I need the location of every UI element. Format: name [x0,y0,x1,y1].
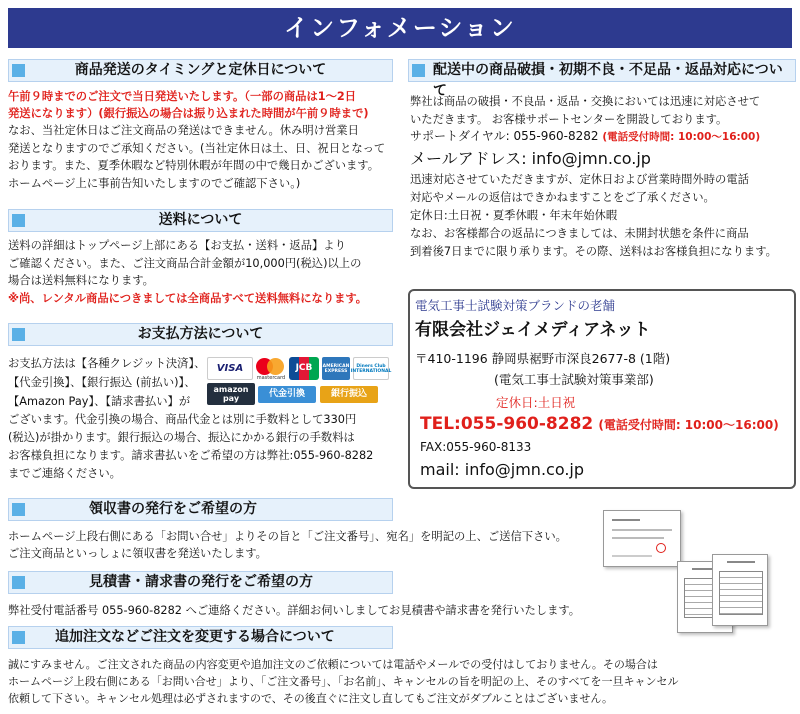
cod-badge: 代金引換 [258,386,316,403]
receipt-line2: ご注文商品といっしょに領収書を発送いたします。 [8,547,267,560]
change-heading-text: 追加注文などご注文を変更する場合について [55,629,335,645]
bullet-square-icon [12,503,25,516]
bullet-square-icon [12,328,25,341]
section-heading-postage [8,209,393,232]
postage-line1: 送料の詳細はトップページ上部にある【お支払・送料・返品】より [8,239,346,252]
section-heading-receipt [8,498,393,521]
payment-line7: までご連絡ください。 [8,467,121,480]
shipping-line3: なお、当社定休日はご注文商品の発送はできません。休み明け営業日 [8,124,359,137]
change-line2: ホームページ上段右側にある「お問い合せ」より、「ご注文番号」、「お名前」、キャンセルの旨を明記の上、そのすべてを一旦キャンセル [8,675,679,688]
shipping-heading-text: 商品発送のタイミングと定休日について [74,62,327,78]
support-dial-number: サポートダイヤル: 055-960-8282 [410,129,599,143]
shipping-red-line1: 午前９時までのご注文で当日発送いたします。（一部の商品は1〜2日 [8,90,357,103]
payment-line5: (税込)が掛かります。銀行振込の場合、振込にかかる銀行の手数料は [8,431,355,444]
company-address: 〒410-1196 静岡県裾野市深良2677-8 (1階) [415,351,671,366]
company-tagline: 電気工事士試験対策ブランドの老舗 [415,298,616,313]
damage-line7: 定休日:土日祝・夏季休暇・年末年始休暇 [410,209,618,222]
damage-line9: 到着後7日までに限り承ります。その際、送料はお客様負担になります。 [410,245,777,258]
support-dial [410,128,760,147]
jcb-text: JCB [295,363,313,373]
receipt-heading-text: 領収書の発行をご希望の方 [89,501,257,517]
bank-transfer-badge: 銀行振込 [320,386,378,403]
section-heading-estimate [8,571,393,594]
bullet-square-icon [12,631,25,644]
damage-line6: 対応やメールの返信はできかねますことをご了承ください。 [410,191,715,204]
mastercard-text: mastercard [256,375,286,381]
payment-heading-text: お支払方法について [137,326,264,342]
shipping-line5: おります。また、夏季休暇など特別休暇が年間の中で幾日かございます。 [8,159,379,172]
jcb-logo-icon [289,357,319,380]
shipping-line6: ホームページ上に事前告知いたしますのでご確認下さい。) [8,177,301,190]
postage-red-line: ※尚、レンタル商品につきましては全商品すべて送料無料になります。 [8,292,368,305]
company-tel-row [420,414,779,434]
payment-line1: お支払方法は【各種クレジット決済】、 [8,357,206,370]
postage-line3: 場合は送料無料になります。 [8,274,154,287]
section-heading-payment [8,323,393,346]
damage-line2: いただきます。 お客様サポートセンターを開設しております。 [410,113,728,126]
estimate-heading-text: 見積書・請求書の発行をご希望の方 [89,574,313,590]
visa-logo-icon: VISA [207,357,253,380]
change-line3: 依頼して下さい。キャンセル処理は必ずされますので、その後直ぐに注文し直してもご注文がダブルことはございません。 [8,692,613,705]
bullet-square-icon [12,214,25,227]
company-mail[interactable]: mail: info@jmn.co.jp [420,460,585,479]
payment-line3: 【Amazon Pay】、【請求書払い】が [8,395,191,408]
bullet-square-icon [12,576,25,589]
invoice-document-image [712,554,768,626]
page-title: インフォメーション [8,8,792,48]
damage-line8: なお、お客様都合の返品につきましては、未開封状態を条件に商品 [410,227,749,240]
company-name: 有限会社ジェイメディアネット [415,320,651,340]
damage-mail: メールアドレス: info@jmn.co.jp [410,149,651,168]
section-heading-shipping [8,59,393,82]
payment-line4: ございます。代金引換の場合、商品代金とは別に手数料として330円 [8,413,357,426]
amazon-pay-logo-icon: amazon pay [207,383,255,405]
mastercard-logo-icon [254,357,288,381]
damage-line5: 迅速対応させていただきますが、定休日および営業時間外時の電話 [410,173,749,186]
shipping-red-line2: 発送になります）(銀行振込の場合は振り込まれた時間が午前９時まで) [8,107,369,120]
amex-logo-icon: AMERICAN EXPRESS [322,357,350,380]
section-heading-damage [408,59,796,99]
company-division: (電気工事士試験対策事業部) [494,372,654,387]
payment-line6: お客様負担になります。請求書払いをご希望の方は弊社:055-960-8282 [8,449,374,462]
change-line1: 誠にすみません。ご注文された商品の内容変更や追加注文のご依頼については電話やメールでの受付はしておりません。その場合は [8,658,658,671]
shipping-line4: 発送となりますのでご承知ください。(当社定休日は土、日、祝日となって [8,142,386,155]
bullet-square-icon [412,64,425,77]
damage-heading-text: 配送中の商品破損・初期不良・不足品・返品対応について [433,62,783,99]
company-holiday: 定休日:土日祝 [496,395,576,410]
diners-logo-icon: Diners Club INTERNATIONAL [353,357,389,380]
payment-line2: 【代金引換】、【銀行振込 (前払い)】、 [8,376,196,389]
postage-line2: ご確認ください。また、ご注文商品合計金額が10,000円(税込)以上の [8,257,362,270]
receipt-line1: ホームページ上段右側にある「お問い合せ」よりその旨と「ご注文番号」、宛名」を明記の上、ご送信下さい。 [8,530,567,543]
receipt-document-image [603,510,681,567]
bullet-square-icon [12,64,25,77]
company-tel[interactable]: TEL:055-960-8282 [420,414,594,434]
company-tel-hours: (電話受付時間: 10:00〜16:00) [598,418,779,432]
postage-heading-text: 送料について [158,212,243,228]
support-hours: (電話受付時間: 10:00〜16:00) [602,131,761,143]
estimate-line1: 弊社受付電話番号 055-960-8282 へご連絡ください。詳細お伺いしましてお見積書や請求書を発行いたします。 [8,604,581,617]
section-heading-change [8,626,393,649]
damage-line1: 弊社は商品の破損・不良品・返品・交換においては迅速に対応させて [410,95,761,108]
company-fax: FAX:055-960-8133 [420,440,532,454]
